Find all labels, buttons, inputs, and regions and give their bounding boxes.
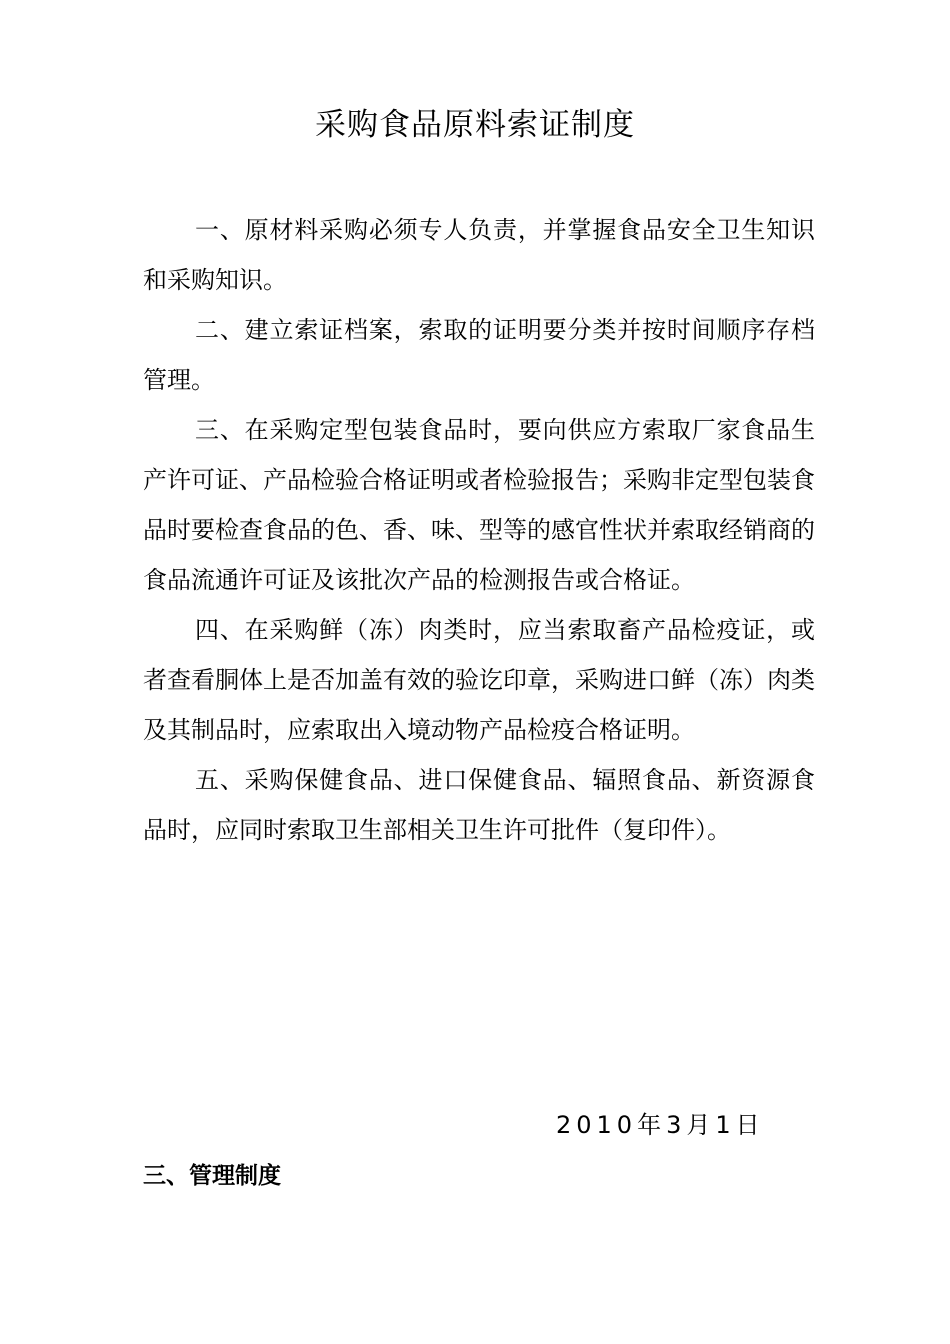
paragraph-2: 二、建立索证档案，索取的证明要分类并按时间顺序存档管理。 [143,316,815,394]
section-heading: 三、管理制度 [143,1163,281,1189]
paragraph-1: 一、原材料采购必须专人负责，并掌握食品安全卫生知识和采购知识。 [143,216,815,294]
document-title: 采购食品原料索证制度 [315,107,635,143]
document-body [143,205,815,855]
paragraph-3: 三、在采购定型包装食品时，要向供应方索取厂家食品生产许可证、产品检验合格证明或者检验报告；采购非定型包装食品时要检查食品的色、香、味、型等的感官性状并索取经销商的食品流通许可证及该批次产品的检测报告或合格证。 [143,416,815,594]
paragraph-5: 五、采购保健食品、进口保健食品、辐照食品、新资源食品时，应同时索取卫生部相关卫生许可批件（复印件）。 [143,766,815,844]
paragraph-4: 四、在采购鲜（冻）肉类时，应当索取畜产品检疫证，或者查看胴体上是否加盖有效的验讫印章，采购进口鲜（冻）肉类及其制品时，应索取出入境动物产品检疫合格证明。 [143,616,815,744]
document-date: 2010年3月1日 [556,1111,765,1139]
